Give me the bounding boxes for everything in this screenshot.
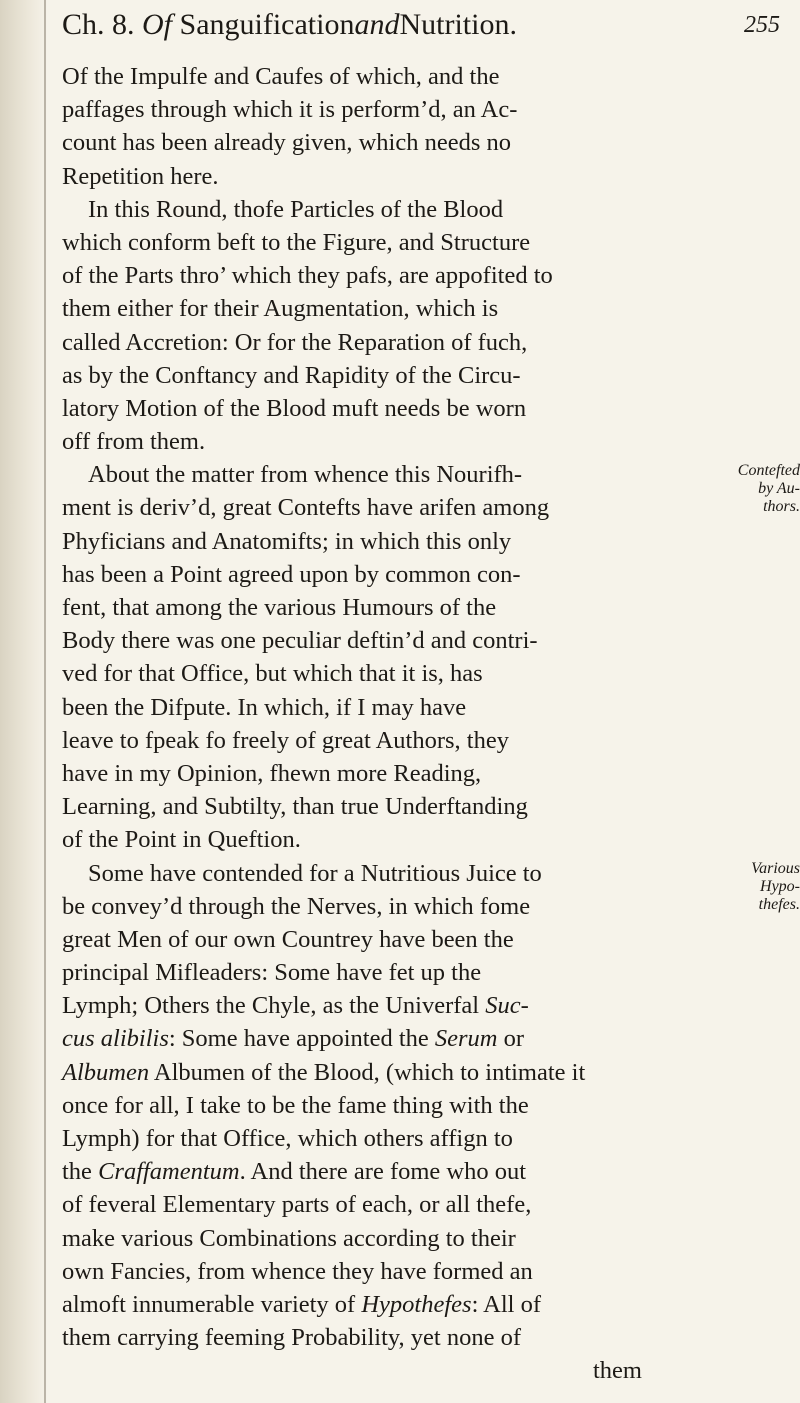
text-line: paffages through which it is perform’d, an Ac- [62, 96, 518, 124]
text-line [62, 1022, 682, 1055]
italic-term: Serum [434, 1025, 498, 1053]
text-line [62, 1056, 682, 1089]
text-line: Repetition here. [62, 162, 219, 190]
binding-gutter [0, 0, 48, 1403]
text-line: Learning, and Subtilty, than true Underftanding [62, 793, 528, 821]
text-line: called Accretion: Or for the Reparation of fuch, [62, 328, 528, 356]
text-line: them carrying feeming Probability, yet none of [62, 1324, 522, 1352]
text-line: Of the Impulfe and Caufes of which, and the [62, 63, 500, 90]
text-fragment: Albumen of the Blood, (which to intimate it [153, 1058, 586, 1086]
gutter-rule [44, 0, 46, 1403]
text-line: Body there was one peculiar deftin’d and contri- [62, 627, 538, 655]
text-line: them either for their Augmentation, which is [62, 295, 499, 323]
text-line: of the Point in Queftion. [62, 826, 301, 854]
text-line: About the matter from whence this Nourifh- [88, 461, 523, 489]
text-fragment: almoft innumerable variety of [62, 1290, 356, 1318]
margin-note-line: thors. [763, 498, 800, 515]
text-line: Some have contended for a Nutritious Juice to [88, 859, 542, 887]
italic-term: Suc- [485, 992, 529, 1020]
running-head-title-a: Sanguification [172, 8, 355, 41]
text-line [62, 989, 682, 1022]
text-line [62, 1155, 682, 1188]
text-line: be convey’d through the Nerves, in which fome [62, 892, 531, 920]
text-line [62, 1288, 682, 1321]
page-header [62, 8, 780, 52]
text-line: In this Round, thofe Particles of the Blood [88, 195, 504, 223]
body-text [62, 60, 682, 1388]
text-line: off from them. [62, 428, 206, 456]
italic-term: cus alibilis [62, 1025, 169, 1053]
text-line: ment is deriv’d, great Contefts have arifen among [62, 494, 550, 522]
italic-term: Craffamentum [98, 1158, 240, 1186]
text-line: latory Motion of the Blood muft needs be worn [62, 394, 527, 422]
text-line: great Men of our own Countrey have been the [62, 925, 514, 953]
text-line: Phyficians and Anatomifts; in which this only [62, 527, 512, 555]
margin-note-contested [690, 462, 800, 516]
italic-term: Hypothefes [361, 1290, 472, 1318]
text-line: make various Combinations according to their [62, 1224, 516, 1252]
text-line: once for all, I take to be the fame thing with the [62, 1091, 529, 1119]
text-fragment: : Some have appointed the [168, 1025, 435, 1053]
page-number: 255 [744, 12, 780, 38]
text-fragment: Lymph; Others the Chyle, as the Univerfal [62, 992, 480, 1020]
italic-term: Albumen [62, 1058, 150, 1086]
running-head-and: and [354, 8, 400, 41]
text-fragment: : All of [471, 1290, 541, 1318]
text-line: has been a Point agreed upon by common con- [62, 560, 521, 588]
text-line: been the Difpute. In which, if I may have [62, 693, 467, 721]
text-line: principal Mifleaders: Some have fet up the [62, 959, 482, 987]
text-line: leave to fpeak fo freely of great Authors, they [62, 726, 509, 754]
text-line: as by the Conftancy and Rapidity of the Circu- [62, 361, 521, 389]
margin-note-various [690, 860, 800, 914]
margin-note-line: Hypo- [760, 878, 800, 895]
chapter-label: Ch. 8. [62, 8, 135, 41]
running-head [62, 8, 517, 42]
text-line: them [593, 1357, 642, 1385]
text-fragment: . And there are fome who out [239, 1158, 527, 1186]
margin-note-line: thefes. [758, 896, 800, 913]
text-line: have in my Opinion, fhewn more Reading, [62, 759, 482, 787]
text-line: ved for that Office, but which that it is, has [62, 660, 483, 688]
margin-note-line: by Au- [758, 480, 800, 497]
margin-note-line: Contefted [737, 462, 800, 479]
text-line: of the Parts thro’ which they pafs, are appofited to [62, 262, 553, 290]
text-fragment: or [497, 1025, 525, 1053]
text-line: fent, that among the various Humours of the [62, 594, 497, 621]
text-line: of feveral Elementary parts of each, or all thefe, [62, 1191, 532, 1219]
running-head-title-b: Nutrition. [399, 8, 517, 41]
running-head-of: Of [142, 8, 173, 41]
text-line: which conform beft to the Figure, and Structure [62, 228, 531, 256]
text-line: Lymph) for that Office, which others affign to [62, 1125, 513, 1152]
margin-note-line: Various [751, 860, 800, 877]
text-fragment: the [62, 1158, 92, 1186]
text-line: count has been already given, which needs no [62, 129, 512, 157]
text-line: own Fancies, from whence they have formed an [62, 1257, 533, 1285]
